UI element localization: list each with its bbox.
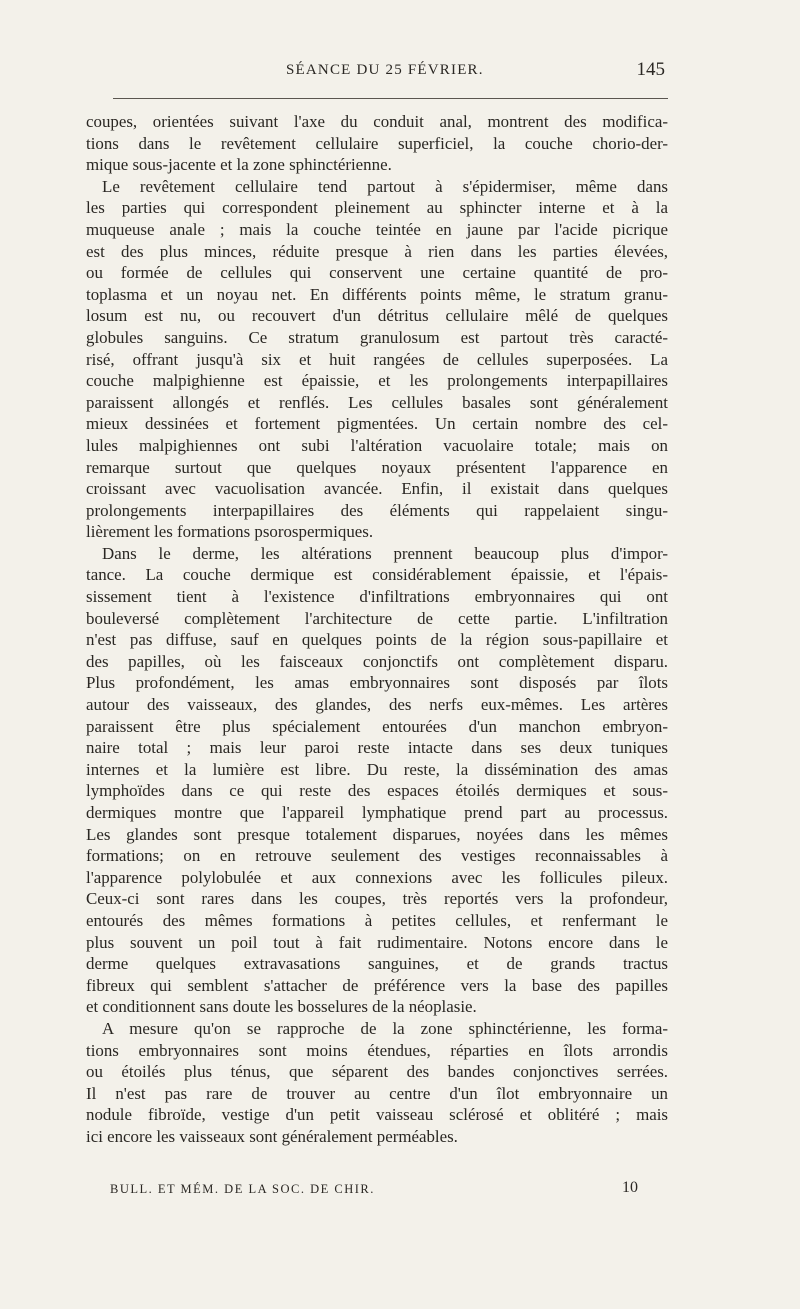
running-header (112, 59, 667, 86)
text-line: internes et la lumière est libre. Du reste, la dissémination des amas (86, 759, 668, 779)
text-line: lules malpighiennes ont subi l'altération vacuolaire totale; mais on (86, 435, 668, 455)
text-line: risé, offrant jusqu'à six et huit rangées de cellules superposées. La (86, 349, 668, 369)
text-line: n'est pas diffuse, sauf en quelques points de la région sous-papillaire et (86, 630, 668, 650)
text-line: remarque surtout que quelques noyaux présentent l'apparence en (86, 457, 668, 477)
text-line: tions dans le revêtement cellulaire superficiel, la couche chorio-der- (86, 133, 668, 153)
text-line: bouleversé complètement l'architecture de cette partie. L'infiltration (86, 608, 668, 628)
text-line: A mesure qu'on se rapproche de la zone sphinctérienne, les forma- (102, 1018, 668, 1038)
page-number: 145 (636, 59, 665, 80)
text-line: autour des vaisseaux, des glandes, des nerfs eux-mêmes. Les artères (86, 695, 668, 715)
text-line: nodule fibroïde, vestige d'un petit vaisseau sclérosé et oblitéré ; mais (86, 1105, 668, 1125)
text-line: fibreux qui semblent s'attacher de préférence vers la base des papilles (86, 975, 668, 995)
text-line: paraissent allongés et renflés. Les cellules basales sont généralement (86, 392, 668, 412)
text-line: mieux dessinées et fortement pigmentées. Un certain nombre des cel- (86, 414, 668, 434)
text-line: des papilles, où les faisceaux conjonctifs ont complètement disparu. (86, 651, 668, 671)
text-line: formations; on en retrouve seulement des vestiges reconnaissables à (86, 846, 668, 866)
text-line: naire total ; mais leur paroi reste intacte dans ses deux tuniques (86, 738, 668, 758)
text-line: Dans le derme, les altérations prennent beaucoup plus d'impor- (102, 543, 668, 563)
text-line: tance. La couche dermique est considérablement épaissie, et l'épais- (86, 565, 668, 585)
text-line: lièrement les formations psorospermiques. (86, 522, 374, 542)
header-title: SÉANCE DU 25 FÉVRIER. (286, 62, 484, 78)
signature-mark: 10 (622, 1179, 638, 1196)
text-line: entourés des mêmes formations à petites cellules, et renfermant le (86, 910, 668, 930)
text-line: ou étoilés plus ténus, que séparent des bandes conjonctives serrées. (86, 1062, 668, 1082)
text-line: prolongements interpapillaires des éléments qui rappelaient singu- (86, 500, 668, 520)
text-line: coupes, orientées suivant l'axe du conduit anal, montrent des modifica- (86, 112, 668, 131)
text-line: dermiques montre que l'appareil lymphatique prend part au processus. (86, 803, 668, 822)
text-line: Plus profondément, les amas embryonnaires sont disposés par îlots (86, 673, 668, 693)
text-line: ici encore les vaisseaux sont généralement perméables. (86, 1126, 458, 1146)
text-line: est des plus minces, réduite presque à rien dans les parties élevées, (86, 241, 668, 261)
header-rule (113, 98, 668, 99)
text-line: plus souvent un poil tout à fait rudimentaire. Notons encore dans le (86, 932, 668, 952)
text-line: sissement tient à l'existence d'infiltrations embryonnaires qui ont (86, 587, 668, 607)
text-line: toplasma et un noyau net. En différents points même, le stratum granu- (86, 284, 668, 304)
text-line: croissant avec vacuolisation avancée. Enfin, il existait dans quelques (86, 479, 668, 499)
text-line: les parties qui correspondent pleinement au sphincter interne et à la (86, 198, 668, 218)
text-line: paraissent être plus spécialement entourées d'un manchon embryon- (86, 716, 668, 736)
footer-journal: BULL. ET MÉM. DE LA SOC. DE CHIR. (110, 1182, 375, 1196)
text-line: losum est nu, ou recouvert d'un détritus cellulaire mêlé de quelques (86, 306, 668, 326)
text-line: tions embryonnaires sont moins étendues, réparties en îlots arrondis (86, 1040, 668, 1060)
text-line: Il n'est pas rare de trouver au centre d'un îlot embryonnaire un (86, 1083, 668, 1103)
footer (110, 1180, 638, 1200)
text-line: Ceux-ci sont rares dans les coupes, très reportés vers la profondeur, (86, 889, 668, 909)
text-line: globules sanguins. Ce stratum granulosum est partout très caracté- (86, 327, 668, 347)
body-text (86, 111, 668, 1148)
text-line: Le revêtement cellulaire tend partout à s'épidermiser, même dans (102, 176, 668, 196)
text-line: derme quelques extravasations sanguines, et de grands tractus (86, 954, 668, 974)
text-line: mique sous-jacente et la zone sphinctérienne. (86, 155, 392, 175)
text-line: et conditionnent sans doute les bosselures de la néoplasie. (86, 997, 477, 1017)
text-line: muqueuse anale ; mais la couche teintée en jaune par l'acide picrique (86, 219, 668, 239)
text-line: ou formée de cellules qui conservent une certaine quantité de pro- (86, 263, 668, 283)
text-line: Les glandes sont presque totalement disparues, noyées dans les mêmes (86, 824, 668, 844)
text-line: l'apparence polylobulée et aux connexions avec les follicules pileux. (86, 867, 668, 887)
text-line: couche malpighienne est épaissie, et les prolongements interpapillaires (86, 371, 668, 391)
text-line: lymphoïdes dans ce qui reste des espaces étoilés dermiques et sous- (86, 781, 668, 801)
